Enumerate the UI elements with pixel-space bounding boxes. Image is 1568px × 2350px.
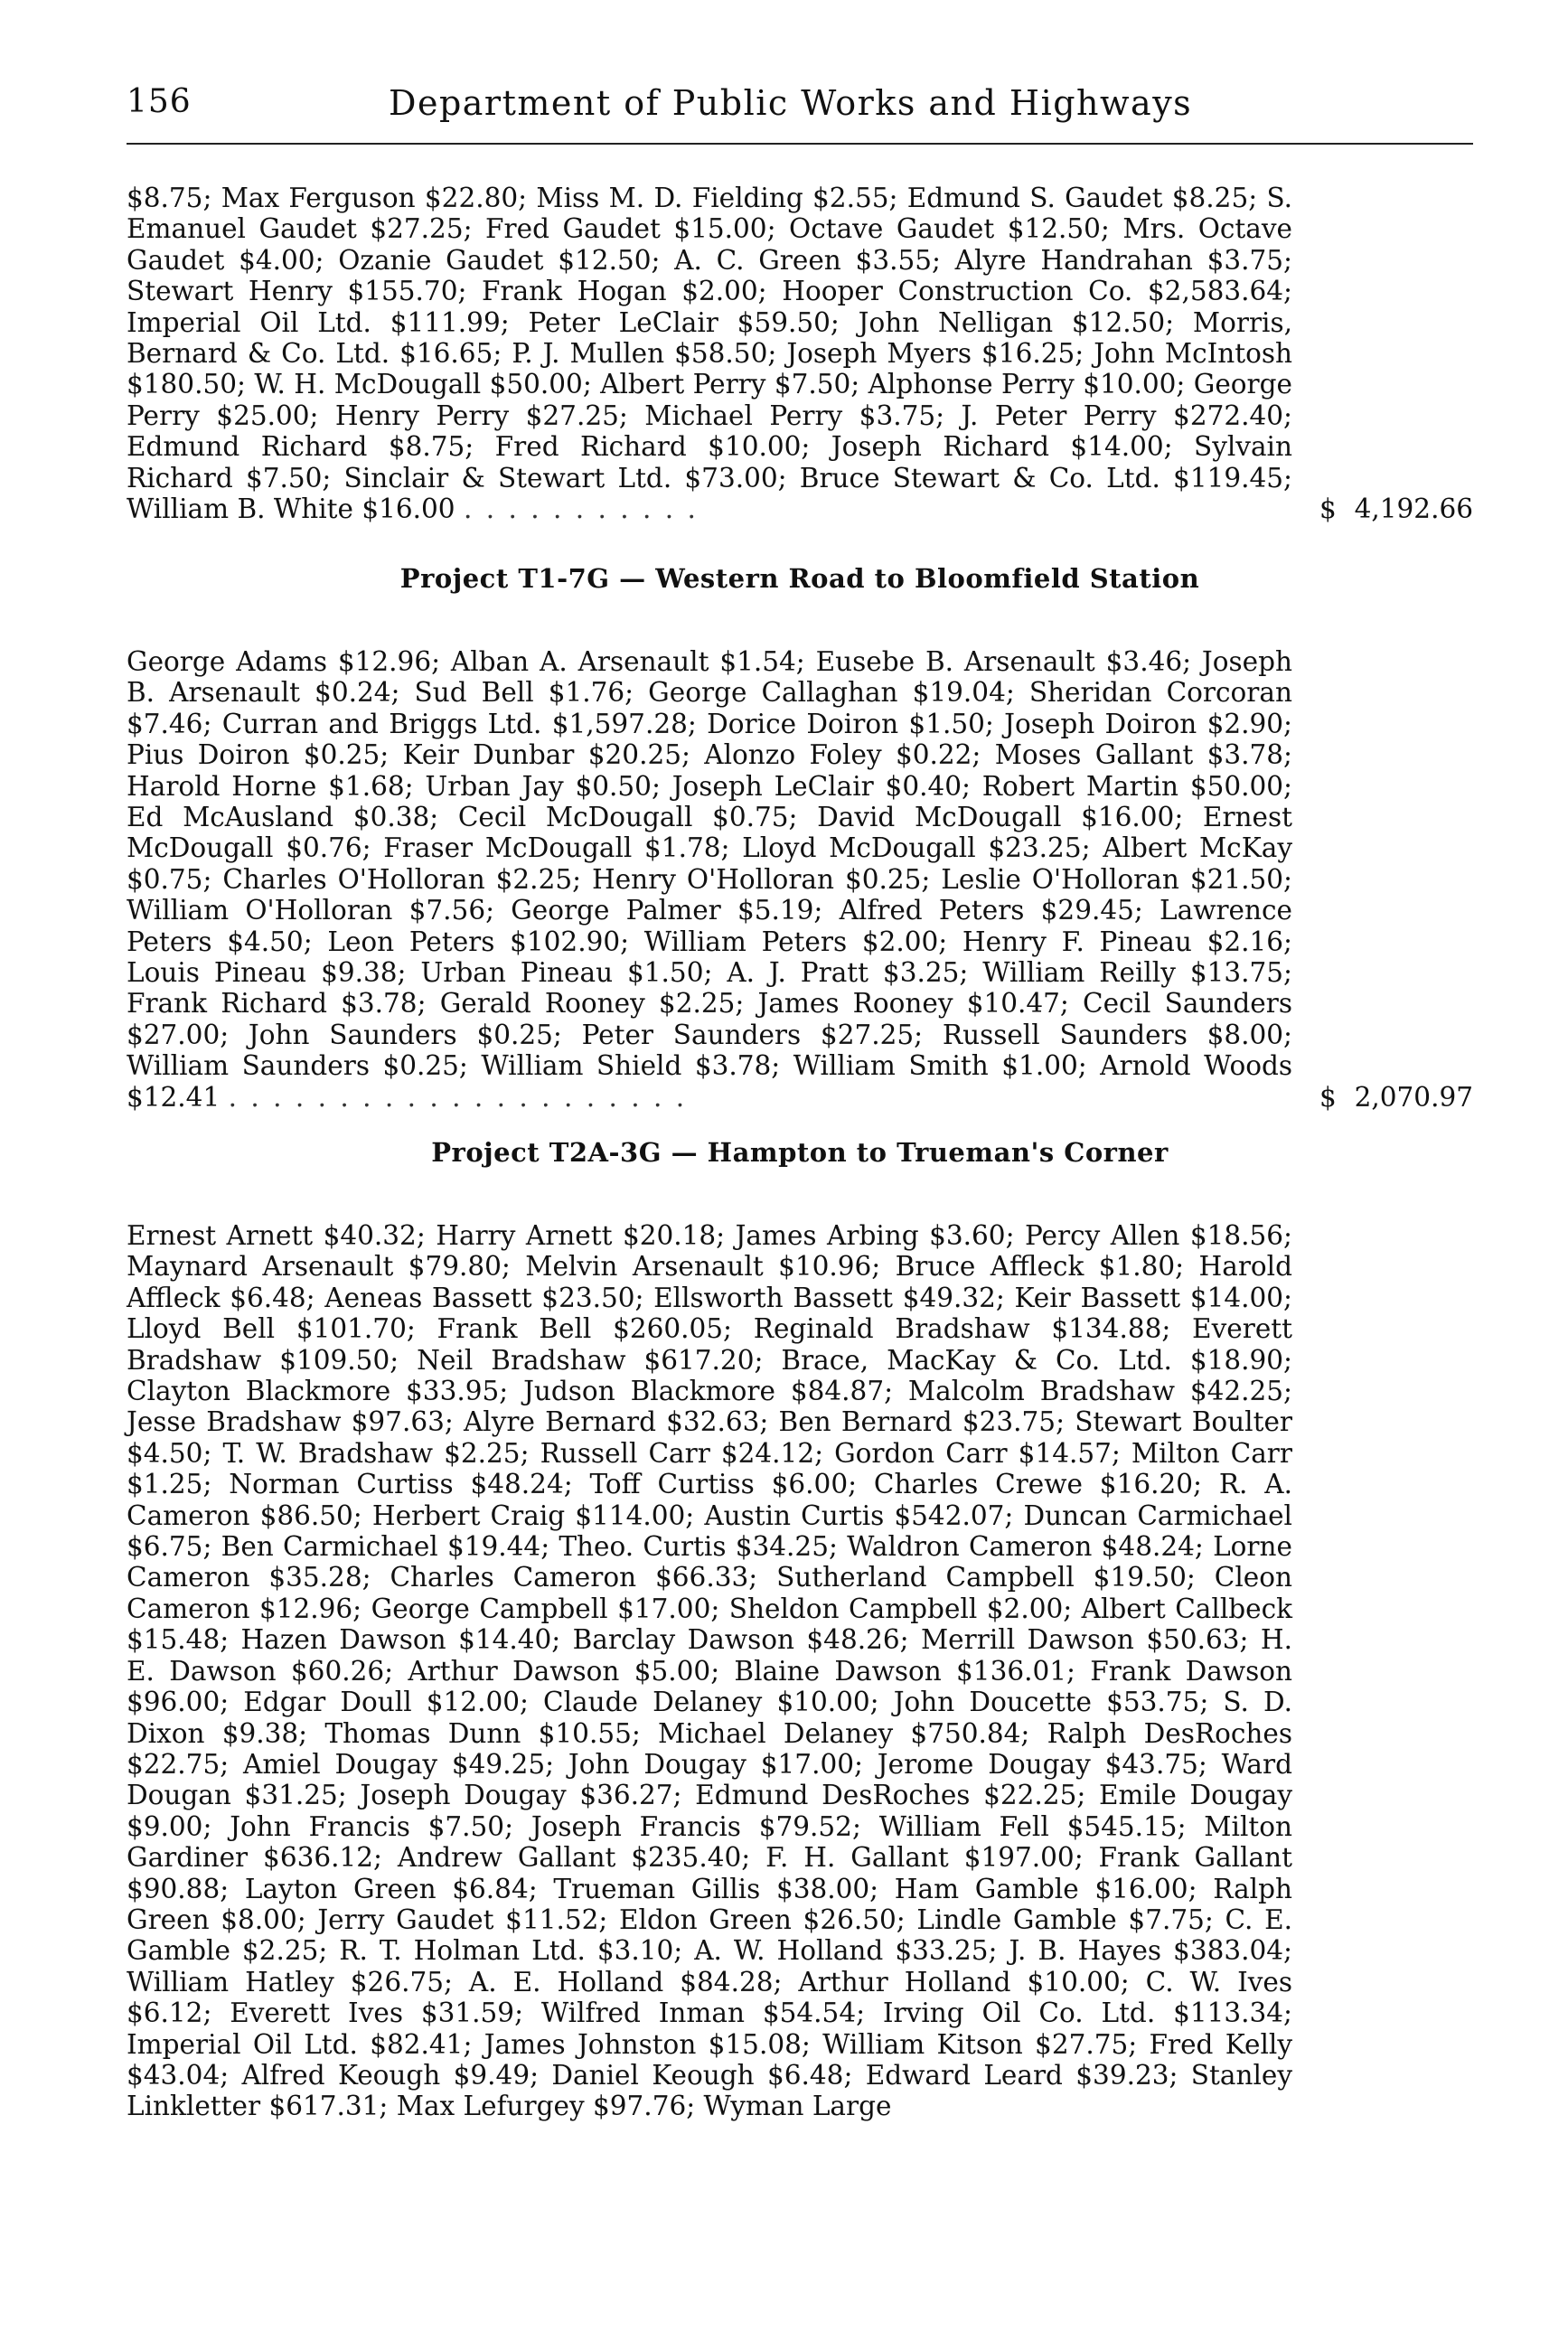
page-number: 156 [127, 83, 192, 120]
project-t1-section [127, 563, 1473, 1113]
page-header [127, 83, 1473, 137]
project-t2-section [127, 1137, 1473, 2122]
section-total [1319, 494, 1473, 524]
total-amount: 4,192.66 [1354, 494, 1473, 525]
currency-sign: $ [1319, 494, 1337, 525]
payments-text: Ernest Arnett $40.32; Harry Arnett $20.18; James Arbing $3.60; Percy Allen $18.56; Maynard Arsenault $79.80; Melvin Arsenault $10.96; Bruce Affleck $1.80; Harold Affleck $6.48; Aeneas Bassett $23.50; Ellsworth Bassett $49.32; Keir Bassett $14.00; Lloyd Bell $101.70; Frank Bell $260.05; Reginald Bradshaw $134.88; Everett Bradshaw $109.50; Neil Bradshaw $617.20; Brace, MacKay & Co. Ltd. $18.90; Clayton Blackmore $33.95; Judson Blackmore $84.87; Malcolm Bradshaw $42.25; Jesse Bradshaw $97.63; Alyre Bernard $32.63; Ben Bernard $23.75; Stewart Boulter $4.50; T. W. Bradshaw $2.25; Russell Carr $24.12; Gordon Carr $14.57; Milton Carr $1.25; Norman Curtiss $48.24; Toff Curtiss $6.00; Charles Crewe $16.20; R. A. Cameron $86.50; Herbert Craig $114.00; Austin Curtis $542.07; Duncan Carmichael $6.75; Ben Carmichael $19.44; Theo. Curtis $34.25; Waldron Cameron $48.24; Lorne Cameron $35.28; Charles Cameron $66.33; Sutherland Campbell $19.50; Cleon Cameron $12.96; George Campbell $17.00; Sheldon Campbell $2.00; Albert Callbeck $15.48; Hazen Dawson $14.40; Barclay Dawson $48.26; Merrill Dawson $50.63; H. E. Dawson $60.26; Arthur Dawson $5.00; Blaine Dawson $136.01; Frank Dawson $96.00; Edgar Doull $12.00; Claude Delaney $10.00; John Doucette $53.75; S. D. Dixon $9.38; Thomas Dunn $10.55; Michael Delaney $750.84; Ralph DesRoches $22.75; Amiel Dougay $49.25; John Dougay $17.00; Jerome Dougay $43.75; Ward Dougan $31.25; Joseph Dougay $36.27; Edmund DesRoches $22.25; Emile Dougay $9.00; John Francis $7.50; Joseph Francis $79.52; William Fell $545.15; Milton Gardiner $636.12; Andrew Gallant $235.40; F. H. Gallant $197.00; Frank Gallant $90.88; Layton Green $6.84; Trueman Gillis $38.00; Ham Gamble $16.00; Ralph Green $8.00; Jerry Gaudet $11.52; Eldon Green $26.50; Lindle Gamble $7.75; C. E. Gamble $2.25; R. T. Holman Ltd. $3.10; A. W. Holland $33.25; J. B. Hayes $383.04; William Hatley $26.75; A. E. Holland $84.28; Arthur Holland $10.00; C. W. Ives $6.12; Everett Ives $31.59; Wilfred Inman $54.54; Irving Oil Co. Ltd. $113.34; Imperial Oil Ltd. $82.41; James Johnston $15.08; William Kitson $27.75; Fred Kelly $43.04; Alfred Keough $9.49; Daniel Keough $6.48; Edward Leard $39.23; Stanley Linkletter $617.31; Max Lefurgey $97.76; Wyman Large [127, 1220, 1292, 2122]
dot-leader: . . . . . . . . . . . [463, 494, 699, 525]
dot-leader: . . . . . . . . . . . . . . . . . . . . . [228, 1081, 688, 1113]
currency-sign: $ [1319, 1081, 1337, 1113]
payments-block [127, 183, 1473, 524]
continued-payments-section [127, 183, 1473, 524]
section-title: Project T2A-3G — Hampton to Trueman's Corner [431, 1137, 1169, 1168]
payments-text [127, 646, 1292, 1113]
payments-block [127, 1220, 1473, 2122]
payments-list: George Adams $12.96; Alban A. Arsenault $1.54; Eusebe B. Arsenault $3.46; Joseph B. Arsenault $0.24; Sud Bell $1.76; George Callaghan $19.04; Sheridan Corcoran $7.46; Curran and Briggs Ltd. $1,597.28; Dorice Doiron $1.50; Joseph Doiron $2.90; Pius Doiron $0.25; Keir Dunbar $20.25; Alonzo Foley $0.22; Moses Gallant $3.78; Harold Horne $1.68; Urban Jay $0.50; Joseph LeClair $0.40; Robert Martin $50.00; Ed McAusland $0.38; Cecil McDougall $0.75; David McDougall $16.00; Ernest McDougall $0.76; Fraser McDougall $1.78; Lloyd McDougall $23.25; Albert McKay $0.75; Charles O'Holloran $2.25; Henry O'Holloran $0.25; Leslie O'Holloran $21.50; William O'Holloran $7.56; George Palmer $5.19; Alfred Peters $29.45; Lawrence Peters $4.50; Leon Peters $102.90; William Peters $2.00; Henry F. Pineau $2.16; Louis Pineau $9.38; Urban Pineau $1.50; A. J. Pratt $3.25; William Reilly $13.75; Frank Richard $3.78; Gerald Rooney $2.25; James Rooney $10.47; Cecil Saunders $27.00; John Saunders $0.25; Peter Saunders $27.25; Russell Saunders $8.00; William Saunders $0.25; William Shield $3.78; William Smith $1.00; Arnold Woods $12.41 [127, 646, 1292, 1113]
section-total [1319, 1082, 1473, 1113]
payments-block [127, 646, 1473, 1113]
running-title: Department of Public Works and Highways [389, 83, 1193, 123]
section-title: Project T1-7G — Western Road to Bloomfield Station [399, 563, 1200, 594]
payments-text [127, 183, 1292, 524]
total-amount: 2,070.97 [1354, 1081, 1473, 1113]
payments-list: $8.75; Max Ferguson $22.80; Miss M. D. Fielding $2.55; Edmund S. Gaudet $8.25; S. Emanuel Gaudet $27.25; Fred Gaudet $15.00; Octave Gaudet $12.50; Mrs. Octave Gaudet $4.00; Ozanie Gaudet $12.50; A. C. Green $3.55; Alyre Handrahan $3.75; Stewart Henry $155.70; Frank Hogan $2.00; Hooper Construction Co. $2,583.64; Imperial Oil Ltd. $111.99; Peter LeClair $59.50; John Nelligan $12.50; Morris, Bernard & Co. Ltd. $16.65; P. J. Mullen $58.50; Joseph Myers $16.25; John McIntosh $180.50; W. H. McDougall $50.00; Albert Perry $7.50; Alphonse Perry $10.00; George Perry $25.00; Henry Perry $27.25; Michael Perry $3.75; J. Peter Perry $272.40; Edmund Richard $8.75; Fred Richard $10.00; Joseph Richard $14.00; Sylvain Richard $7.50; Sinclair & Stewart Ltd. $73.00; Bruce Stewart & Co. Ltd. $119.45; William B. White $16.00 [127, 183, 1292, 525]
header-rule [127, 143, 1473, 145]
